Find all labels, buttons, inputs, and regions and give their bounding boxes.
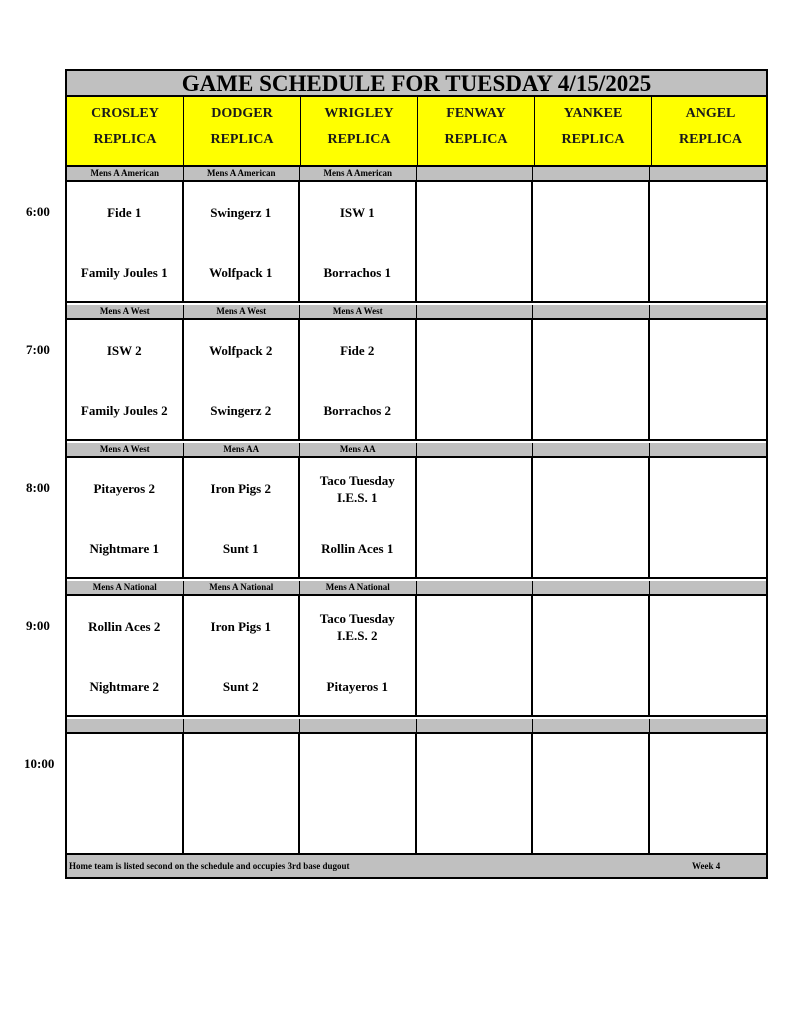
division-label: Mens A National: [67, 581, 184, 594]
home-team: Borrachos 2: [323, 403, 392, 418]
game-cell: [417, 734, 534, 853]
division-label: Mens A American: [184, 167, 301, 180]
home-team: Nightmare 1: [89, 541, 159, 556]
game-cell: [533, 596, 650, 715]
division-label: [533, 443, 650, 456]
time-label: 10:00: [24, 756, 55, 771]
division-row: [67, 167, 766, 182]
time-label: 8:00: [26, 480, 50, 495]
game-cell: [533, 734, 650, 853]
division-label: Mens A West: [67, 305, 184, 318]
game-cell: [67, 596, 184, 715]
game-cell: [184, 320, 301, 439]
division-label: Mens A American: [300, 167, 417, 180]
field-header-dodger: [184, 97, 301, 165]
home-team: Sunt 2: [222, 679, 259, 694]
home-team: Borrachos 1: [323, 265, 392, 280]
game-cell: [184, 734, 301, 853]
field-type: REPLICA: [327, 132, 391, 147]
time-label: 7:00: [26, 342, 50, 357]
division-label: [417, 719, 534, 732]
away-team: Iron Pigs 1: [210, 619, 271, 634]
away-team: Fide 1: [107, 205, 142, 220]
division-label: [417, 443, 534, 456]
game-cell: [417, 458, 534, 577]
field-type: REPLICA: [678, 132, 742, 147]
schedule-footer: [67, 853, 766, 877]
game-cell: [184, 596, 301, 715]
away-team: Pitayeros 2: [93, 481, 155, 496]
field-header-crosley: [67, 97, 184, 165]
division-label: [650, 581, 767, 594]
away-team: ISW 1: [339, 205, 375, 220]
division-label: Mens A American: [67, 167, 184, 180]
game-cell: [650, 734, 767, 853]
division-row: [67, 719, 766, 734]
division-row: [67, 443, 766, 458]
away-team: Taco Tuesday I.E.S. 1: [319, 473, 395, 505]
field-header-row: [67, 97, 766, 167]
game-cell: [300, 596, 417, 715]
home-team: Wolfpack 1: [209, 265, 273, 280]
time-slot-row: [67, 458, 766, 579]
field-name: ANGEL: [685, 106, 736, 121]
division-label: [650, 305, 767, 318]
field-name: DODGER: [211, 106, 273, 121]
division-label: [650, 719, 767, 732]
field-name: YANKEE: [563, 106, 623, 121]
game-cell: [417, 596, 534, 715]
division-label: [533, 305, 650, 318]
game-cell: [184, 458, 301, 577]
home-team-note: Home team is listed second on the schedule and occupies 3rd base dugout: [69, 861, 350, 871]
home-team: Pitayeros 1: [326, 679, 388, 694]
division-label: [417, 167, 534, 180]
home-team: Family Joules 1: [80, 265, 168, 280]
game-cell: [67, 734, 184, 853]
division-row: [67, 581, 766, 596]
game-cell: [300, 320, 417, 439]
home-team: Swingerz 2: [210, 403, 272, 418]
home-team: Family Joules 2: [80, 403, 168, 418]
field-name: CROSLEY: [91, 106, 159, 121]
game-cell: [67, 182, 184, 301]
division-label: Mens A West: [67, 443, 184, 456]
game-cell: [300, 734, 417, 853]
field-name: FENWAY: [446, 106, 506, 121]
field-header-fenway: [418, 97, 535, 165]
home-team: Sunt 1: [222, 541, 259, 556]
away-team: Swingerz 1: [210, 205, 272, 220]
division-label: [533, 167, 650, 180]
division-label: Mens A West: [300, 305, 417, 318]
game-cell: [300, 458, 417, 577]
schedule-table: [65, 69, 768, 879]
field-header-wrigley: [301, 97, 418, 165]
schedule-title: GAME SCHEDULE FOR TUESDAY 4/15/2025: [67, 71, 766, 97]
away-team: Rollin Aces 2: [88, 619, 161, 634]
field-type: REPLICA: [210, 132, 274, 147]
away-team: Fide 2: [340, 343, 375, 358]
division-label: Mens AA: [300, 443, 417, 456]
game-cell: [650, 596, 767, 715]
game-cell: [650, 320, 767, 439]
away-team: Wolfpack 2: [209, 343, 273, 358]
division-label: [300, 719, 417, 732]
division-label: Mens AA: [184, 443, 301, 456]
game-cell: [300, 182, 417, 301]
game-cell: [417, 320, 534, 439]
away-team: Iron Pigs 2: [210, 481, 271, 496]
division-label: [650, 443, 767, 456]
away-team: Taco Tuesday I.E.S. 2: [319, 611, 395, 643]
game-cell: [650, 182, 767, 301]
field-type: REPLICA: [561, 132, 625, 147]
time-label: 6:00: [26, 204, 50, 219]
division-label: Mens A National: [300, 581, 417, 594]
time-slot-row: [67, 182, 766, 303]
field-header-angel: [652, 97, 769, 165]
time-slot-row: [67, 320, 766, 441]
game-cell: [533, 458, 650, 577]
division-label: [417, 305, 534, 318]
game-cell: [67, 320, 184, 439]
time-slot-row: [67, 596, 766, 717]
division-label: [650, 167, 767, 180]
game-cell: [417, 182, 534, 301]
field-type: REPLICA: [93, 132, 157, 147]
division-label: [184, 719, 301, 732]
time-slot-row: [67, 734, 766, 855]
field-header-yankee: [535, 97, 652, 165]
field-type: REPLICA: [444, 132, 508, 147]
game-cell: [184, 182, 301, 301]
home-team: Rollin Aces 1: [321, 541, 394, 556]
division-label: Mens A National: [184, 581, 301, 594]
division-label: [533, 581, 650, 594]
division-row: [67, 305, 766, 320]
division-label: [417, 581, 534, 594]
division-label: [67, 719, 184, 732]
division-label: Mens A West: [184, 305, 301, 318]
game-cell: [67, 458, 184, 577]
home-team: Nightmare 2: [89, 679, 159, 694]
week-label: Week 4: [692, 861, 721, 871]
time-label: 9:00: [26, 618, 50, 633]
game-cell: [533, 182, 650, 301]
game-cell: [533, 320, 650, 439]
game-cell: [650, 458, 767, 577]
field-name: WRIGLEY: [324, 106, 394, 121]
division-label: [533, 719, 650, 732]
away-team: ISW 2: [106, 343, 142, 358]
